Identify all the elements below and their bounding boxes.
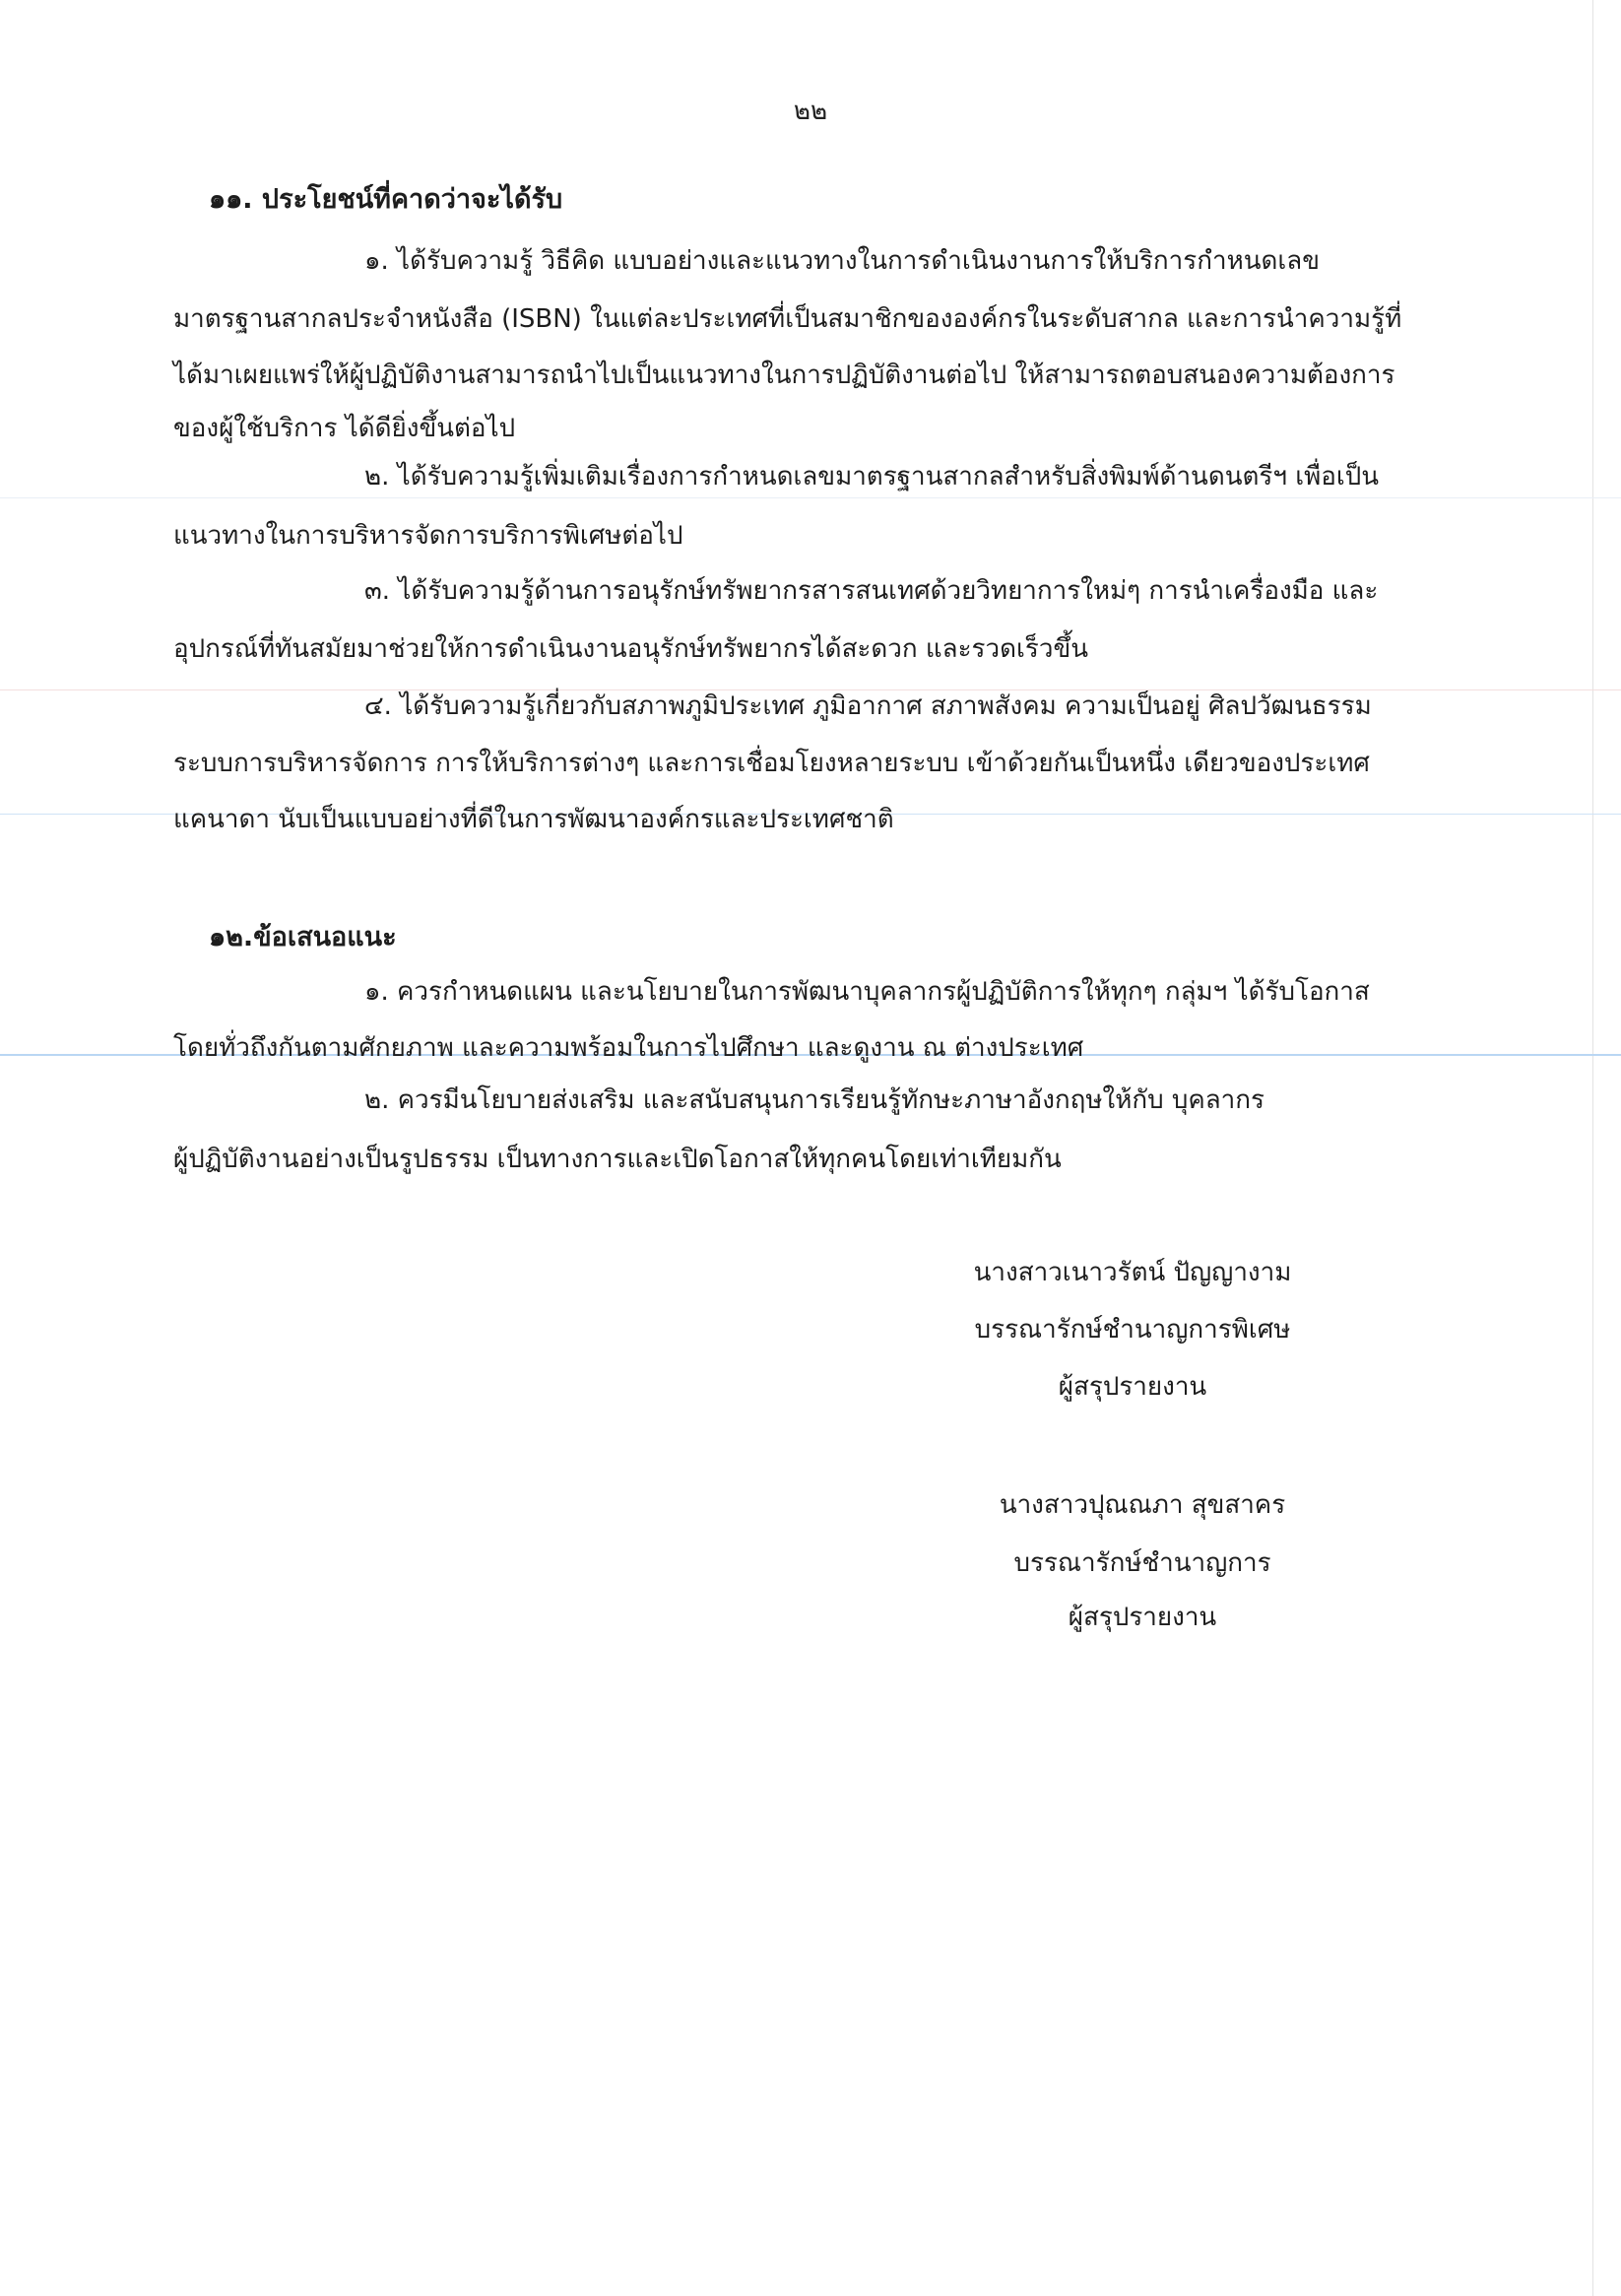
section-12-item-1-line-2: โดยทั่วถึงกันตามศักยภาพ และความพร้อมในการไปศึกษา และดูงาน ณ ต่างประเทศ (173, 1033, 1084, 1063)
section-11-item-1-line-4: ของผู้ใช้บริการ ได้ดียิ่งขึ้นต่อไป (173, 414, 516, 443)
signature-2-role: ผู้สรุปรายงาน (1068, 1603, 1217, 1632)
signature-2-position: บรรณารักษ์ชำนาญการ (1013, 1548, 1271, 1578)
section-11-heading: ๑๑. ประโยชน์ที่คาดว่าจะได้รับ (209, 184, 563, 215)
section-12-item-2-line-1: ๒. ควรมีนโยบายส่งเสริม และสนับสนุนการเรียนรู้ทักษะภาษาอังกฤษให้กับ บุคลากร (364, 1085, 1264, 1115)
section-11-item-2-line-2: แนวทางในการบริหารจัดการบริการพิเศษต่อไป (173, 521, 683, 551)
section-11-item-1-line-1: ๑. ได้รับความรู้ วิธีคิด แบบอย่างและแนวทางในการดำเนินงานการให้บริการกำหนดเลข (364, 246, 1320, 276)
section-12-item-2-line-2: ผู้ปฏิบัติงานอย่างเป็นรูปธรรม เป็นทางการและเปิดโอกาสให้ทุกคนโดยเท่าเทียมกัน (173, 1145, 1062, 1174)
scan-edge-line (1592, 0, 1593, 2296)
signature-1-role: ผู้สรุปรายงาน (1058, 1372, 1207, 1402)
section-12-heading: ๑๒.ข้อเสนอแนะ (209, 922, 397, 952)
signature-2-name: นางสาวปุณณภา สุขสาคร (999, 1490, 1286, 1520)
section-11-item-4-line-2: ระบบการบริหารจัดการ การให้บริการต่างๆ และการเชื่อมโยงหลายระบบ เข้าด้วยกันเป็นหนึ่ง เดียวของประเทศ (173, 749, 1370, 778)
signature-1-position: บรรณารักษ์ชำนาญการพิเศษ (974, 1315, 1291, 1345)
section-11-item-4-line-1: ๔. ได้รับความรู้เกี่ยวกับสภาพภูมิประเทศ ภูมิอากาศ สภาพสังคม ความเป็นอยู่ ศิลปวัฒนธรรม (364, 691, 1372, 721)
section-11-item-4-line-3: แคนาดา นับเป็นแบบอย่างที่ดีในการพัฒนาองค์กรและประเทศชาติ (173, 805, 894, 834)
section-11-item-1-line-2: มาตรฐานสากลประจำหนังสือ (ISBN) ในแต่ละประเทศที่เป็นสมาชิกขององค์กรในระดับสากล และการนำความรู้ที่ (173, 304, 1402, 334)
section-11-item-2-line-1: ๒. ได้รับความรู้เพิ่มเติมเรื่องการกำหนดเลขมาตรฐานสากลสำหรับสิ่งพิมพ์ด้านดนตรีฯ เพื่อเป็น (364, 462, 1380, 492)
scan-artifact-line (0, 497, 1621, 498)
section-11-item-3-line-2: อุปกรณ์ที่ทันสมัยมาช่วยให้การดำเนินงานอนุรักษ์ทรัพยากรได้สะดวก และรวดเร็วขึ้น (173, 634, 1088, 664)
page-number: ๒๒ (793, 97, 828, 126)
section-12-item-1-line-1: ๑. ควรกำหนดแผน และนโยบายในการพัฒนาบุคลากรผู้ปฏิบัติการให้ทุกๆ กลุ่มฯ ได้รับโอกาส (364, 977, 1370, 1007)
section-11-item-3-line-1: ๓. ได้รับความรู้ด้านการอนุรักษ์ทรัพยากรสารสนเทศด้วยวิทยาการใหม่ๆ การนำเครื่องมือ และ (364, 576, 1379, 606)
signature-1-name: นางสาวเนาวรัตน์ ปัญญางาม (973, 1258, 1292, 1287)
section-11-item-1-line-3: ได้มาเผยแพร่ให้ผู้ปฏิบัติงานสามารถนำไปเป็นแนวทางในการปฏิบัติงานต่อไป ให้สามารถตอบสนองความต้องการ (173, 361, 1395, 390)
